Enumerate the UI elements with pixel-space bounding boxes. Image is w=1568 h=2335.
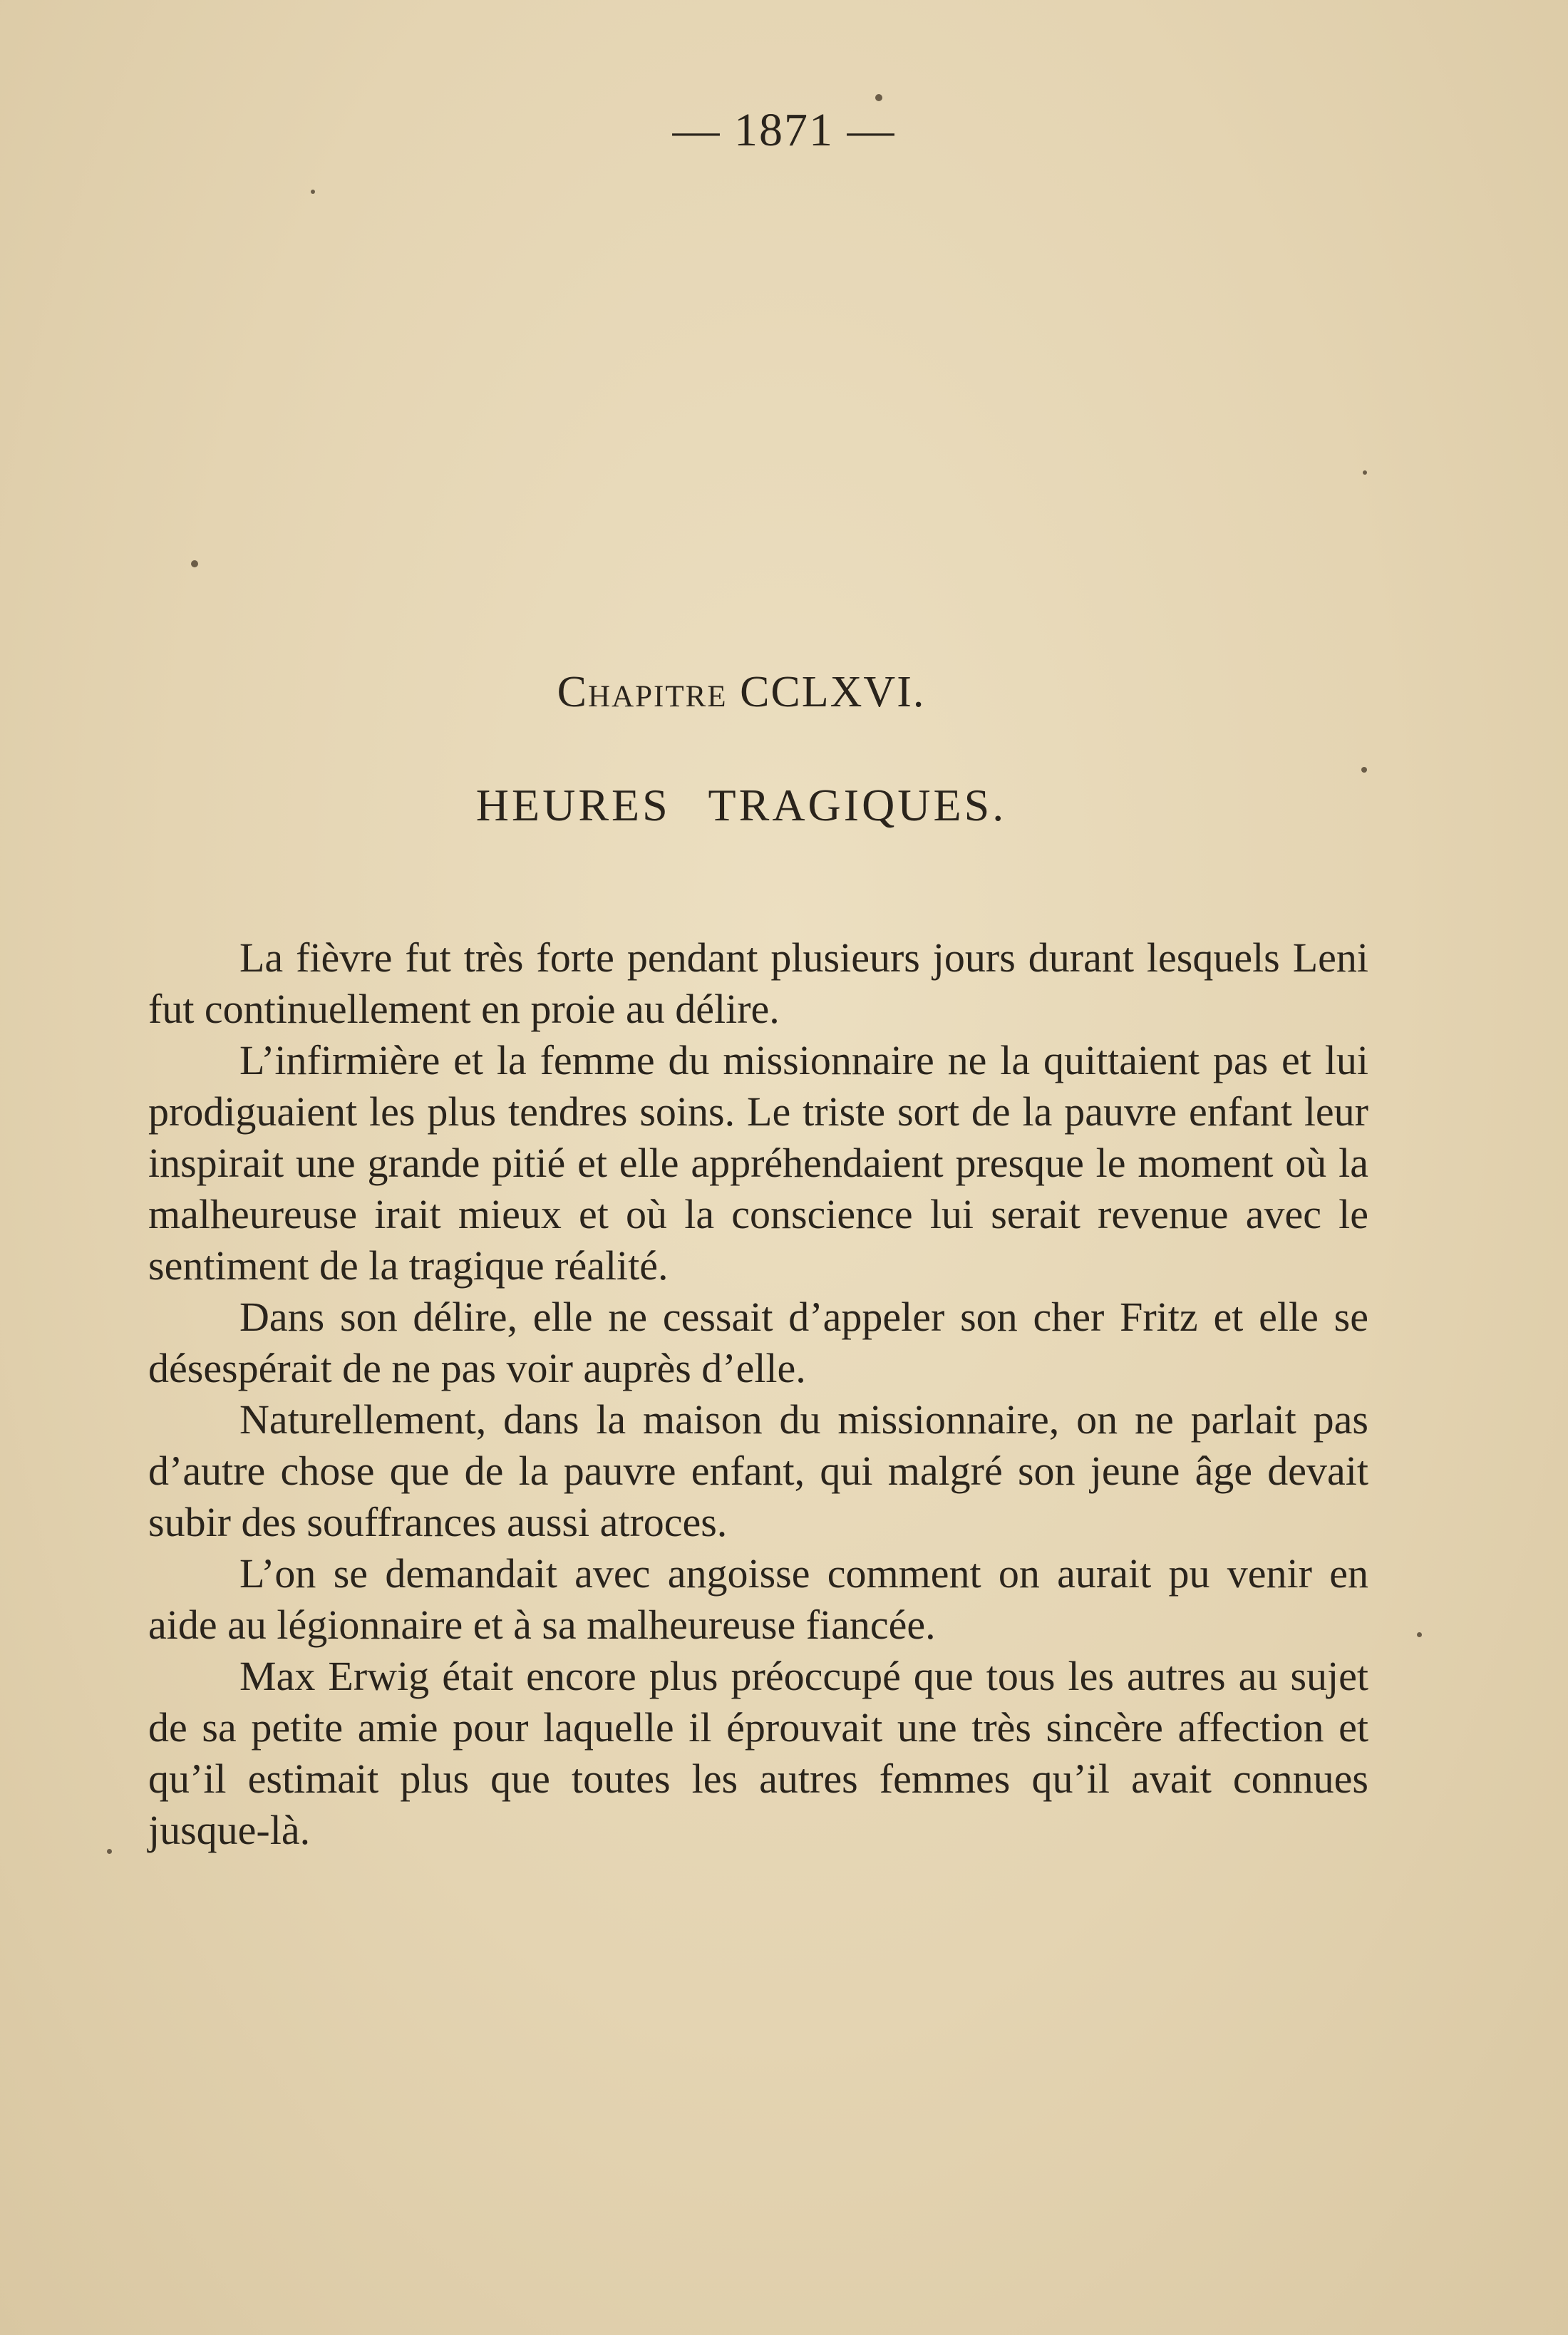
paragraph: Max Erwig était encore plus préoccupé que tous les autres au sujet de sa petite amie pour laquelle il éprouvait une très sincère affection et qu’il estimait plus que toutes les autres femmes qu’il avait connues jusque-là. xyxy=(148,1653,1368,1853)
paragraph: Dans son délire, elle ne cessait d’appeler son cher Fritz et elle se désespérait de ne pas voir auprès d’elle. xyxy=(148,1294,1368,1391)
chapter-title: HEURES TRAGIQUES. xyxy=(475,780,1007,830)
body-text xyxy=(148,932,1368,1856)
paper-speck xyxy=(1417,1632,1422,1637)
paper-speck xyxy=(1363,470,1367,475)
paper-speck xyxy=(191,560,198,567)
chapter-label: Chapitre CCLXVI. xyxy=(557,668,926,716)
paper-speck xyxy=(1361,767,1367,773)
paragraph: Naturellement, dans la maison du missionnaire, on ne parlait pas d’autre chose que de la pauvre enfant, qui malgré son jeune âge devait subir des souffrances aussi atroces. xyxy=(148,1396,1368,1545)
paragraph: L’on se demandait avec angoisse comment on aurait pu venir en aide au légionnaire et à sa malheureuse fiancée. xyxy=(148,1550,1368,1648)
paper-speck xyxy=(875,94,882,101)
paper-speck xyxy=(311,190,315,194)
paragraph: La fièvre fut très forte pendant plusieurs jours durant lesquels Leni fut continuellement en proie au délire. xyxy=(148,934,1368,1032)
paragraph: L’infirmière et la femme du missionnaire ne la quittaient pas et lui prodiguaient les plus tendres soins. Le triste sort de la pauvre enfant leur inspirait une grande pitié et elle appréhendaient presque le moment où la malheureuse irait mieux et où la conscience lui serait revenue avec le sentiment de la tragique réalité. xyxy=(148,1037,1368,1289)
paper-speck xyxy=(107,1849,112,1854)
page-number: — 1871 — xyxy=(672,104,896,156)
